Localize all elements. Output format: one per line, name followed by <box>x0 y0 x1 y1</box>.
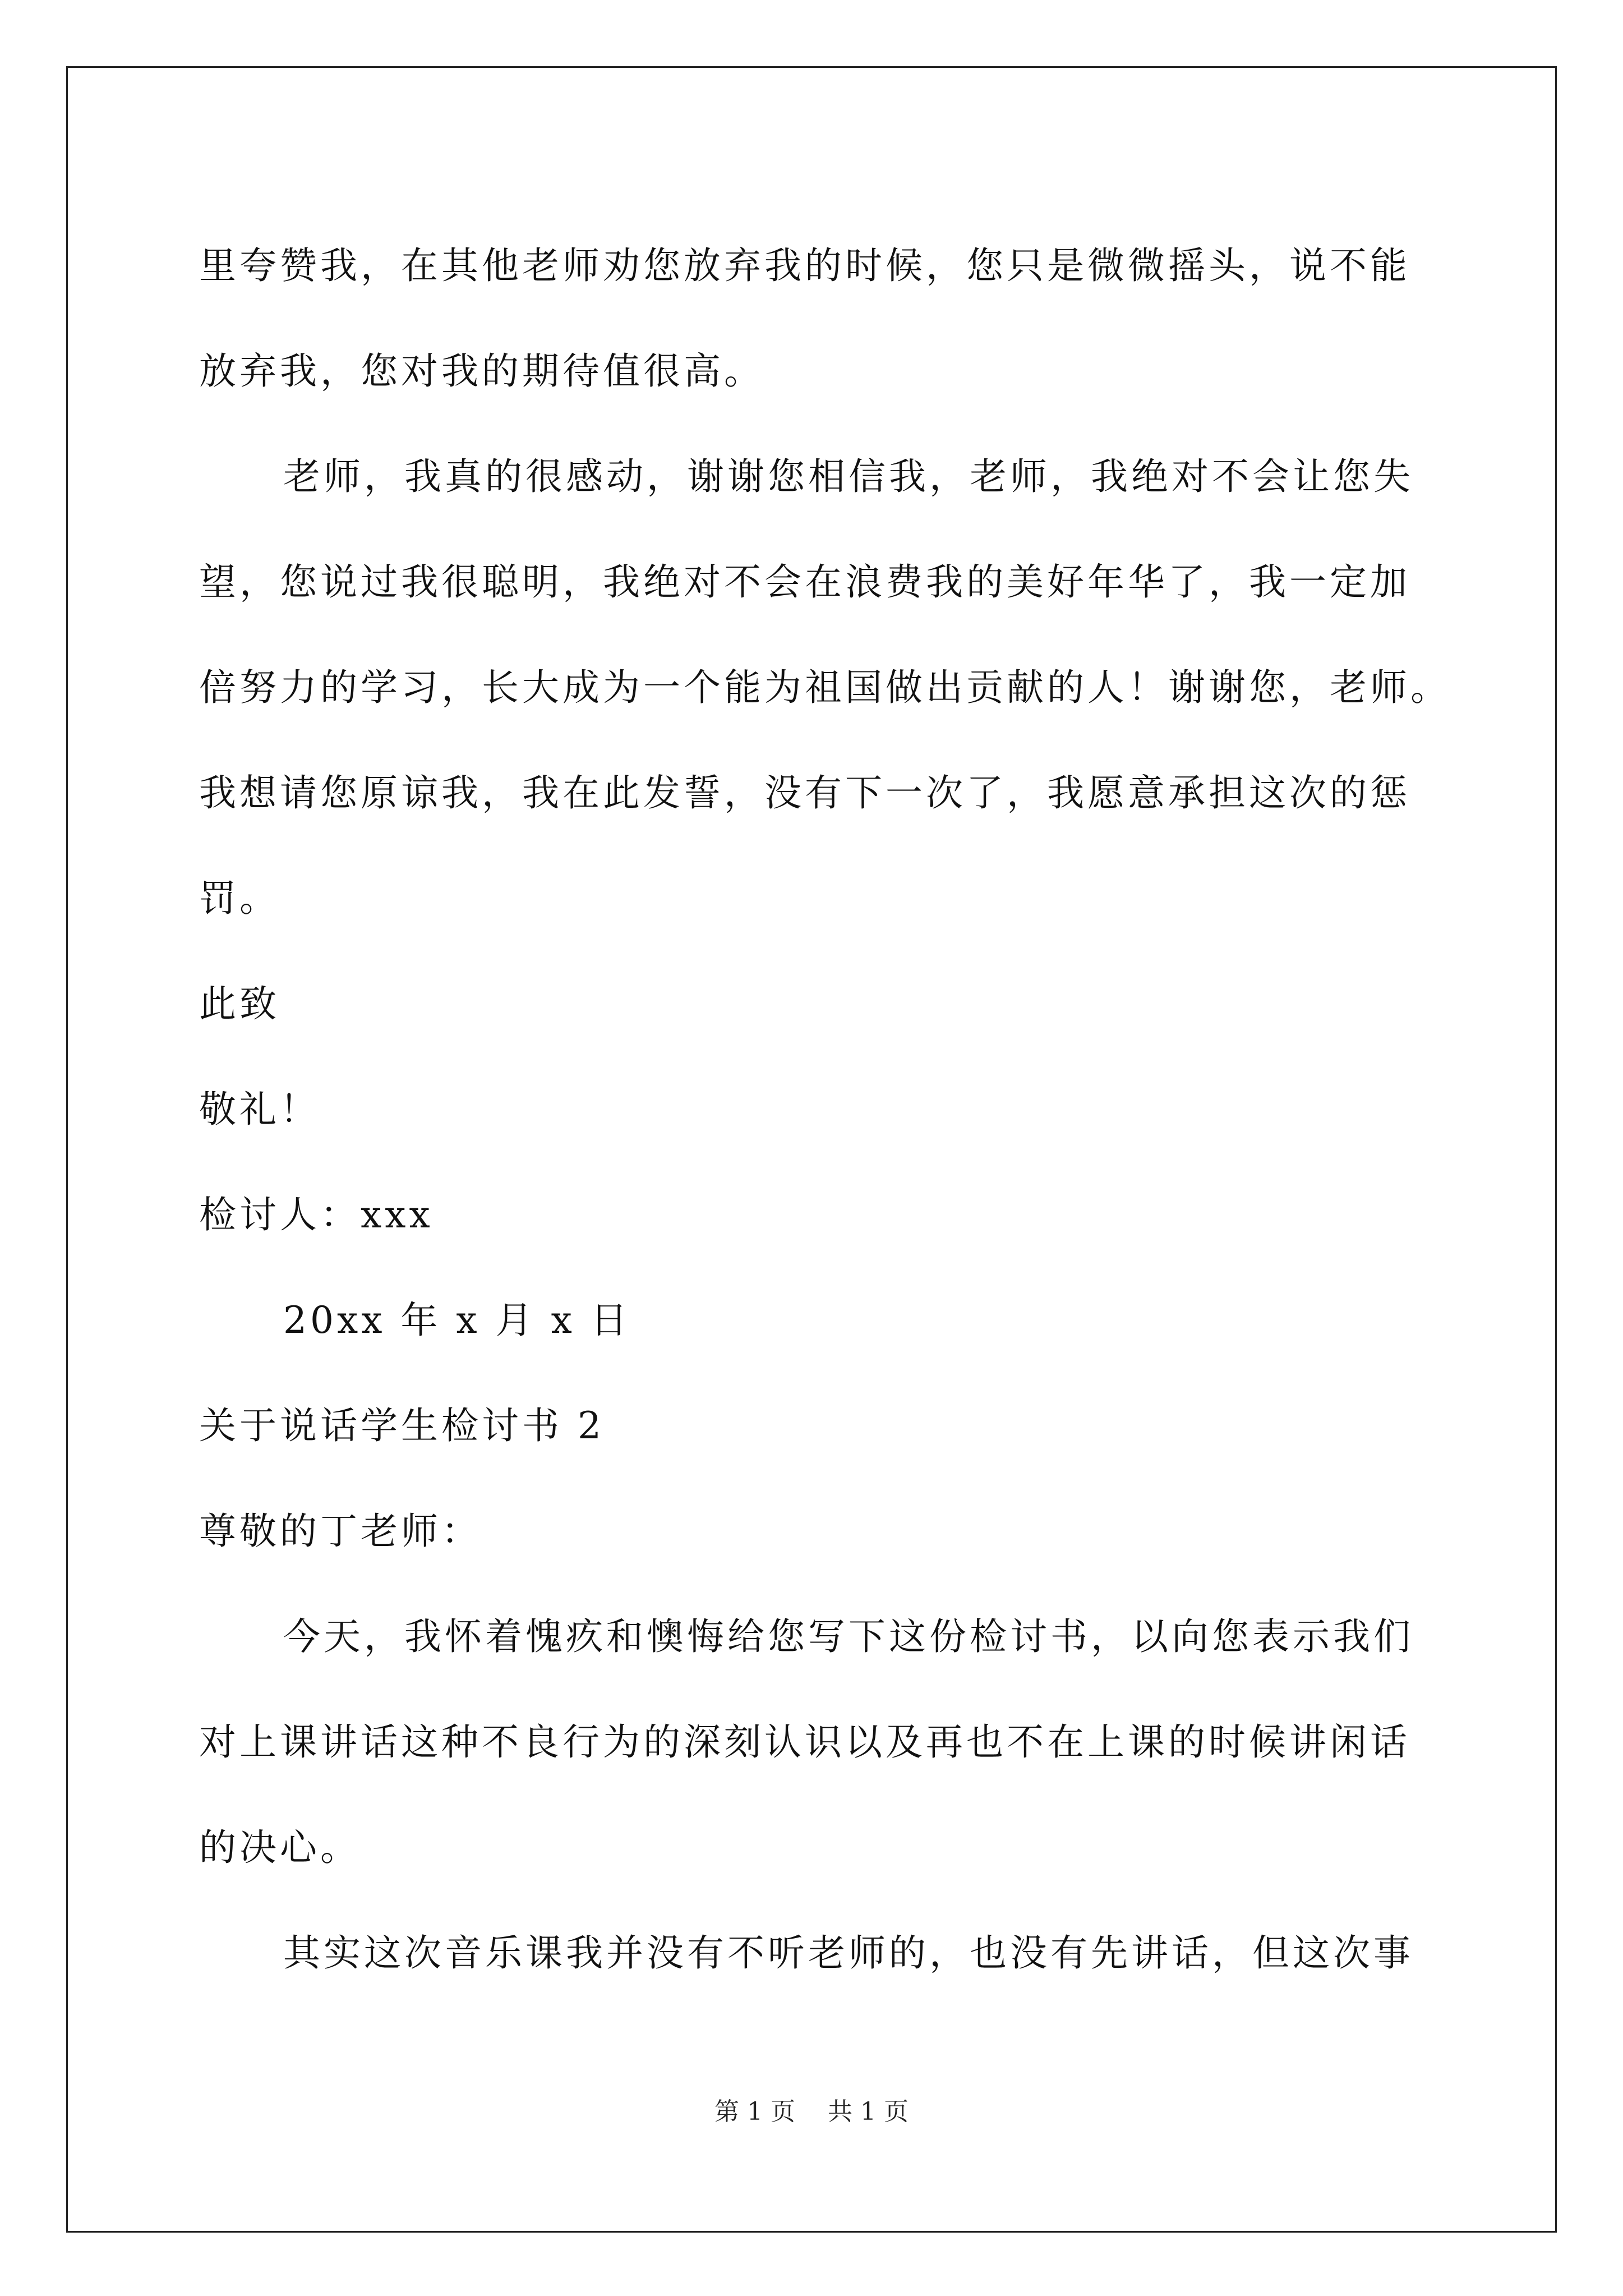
body-line-11: 其实这次音乐课我并没有不听老师的，也没有先讲话，但这次事 <box>283 1931 1414 1975</box>
section-title: 关于说话学生检讨书 2 <box>199 1404 605 1447</box>
document-body <box>199 213 1451 2006</box>
body-line-2: 放弃我，您对我的期待值很高。 <box>199 349 764 393</box>
body-line-5: 倍努力的学习，长大成为一个能为祖国做出贡献的人！谢谢您，老师。 <box>199 666 1451 709</box>
body-line-10: 的决心。 <box>199 1826 361 1869</box>
body-line-8: 今天，我怀着愧疚和懊悔给您写下这份检讨书，以向您表示我们 <box>283 1615 1414 1658</box>
page-number: 第 1 页 <box>714 2097 795 2126</box>
signature-line: 检讨人：xxx <box>199 1193 434 1236</box>
total-pages: 共 1 页 <box>828 2097 909 2126</box>
body-line-1: 里夸赞我，在其他老师劝您放弃我的时候，您只是微微摇头，说不能 <box>199 244 1410 287</box>
body-line-7: 罚。 <box>199 877 280 920</box>
body-line-6: 我想请您原谅我，我在此发誓，没有下一次了，我愿意承担这次的惩 <box>199 771 1410 815</box>
date-line: 20xx 年 x 月 x 日 <box>283 1299 631 1342</box>
page-footer <box>0 2095 1623 2129</box>
closing-line-1: 此致 <box>199 982 280 1025</box>
closing-line-2: 敬礼！ <box>199 1088 320 1131</box>
salutation-line: 尊敬的丁老师： <box>199 1510 482 1553</box>
body-line-4: 望，您说过我很聪明，我绝对不会在浪费我的美好年华了，我一定加 <box>199 560 1410 604</box>
body-line-3: 老师，我真的很感动，谢谢您相信我，老师，我绝对不会让您失 <box>283 455 1414 498</box>
body-line-9: 对上课讲话这种不良行为的深刻认识以及再也不在上课的时候讲闲话 <box>199 1720 1410 1764</box>
